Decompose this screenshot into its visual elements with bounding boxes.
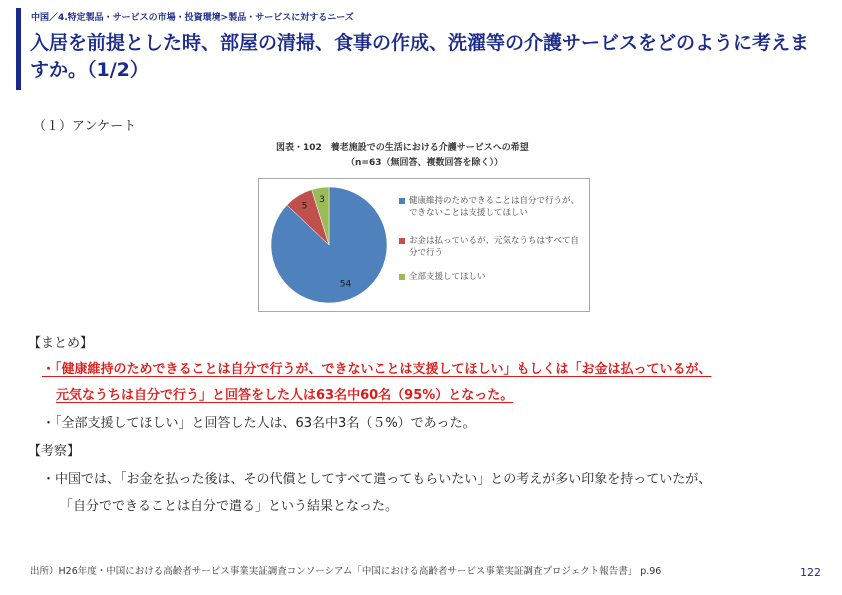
summary-highlight (42, 357, 832, 409)
summary-highlight-line-2: 元気なうちは自分で行う」と回答をした人は63名中60名（95%）となった。 (56, 388, 514, 403)
legend-item-2 (399, 235, 581, 259)
chart-frame (258, 178, 590, 312)
legend-swatch-1 (399, 198, 405, 204)
pie-slice-label-1: 54 (339, 279, 352, 290)
pie-slice-label-2: 5 (301, 201, 308, 212)
discussion-line-2: 「自分でできることは自分で遣る」という結果となった。 (60, 499, 399, 514)
chart-subtitle: （n=63（無回答、複数回答を除く）） (346, 158, 503, 168)
discussion-line-1: ・中国では、「お金を払った後は、その代償としてすべて遣ってもらいたい」との考えが多い印象を持っていたが、 (42, 472, 712, 487)
pie-chart-figure (258, 135, 598, 315)
discussion-heading: 【考察】 (28, 444, 81, 459)
legend-swatch-3 (399, 274, 405, 280)
header-accent-bar (16, 8, 21, 90)
legend-label-3: 全部支援してほしい (409, 272, 486, 282)
legend-label-2: お金は払っているが、元気なうちはすべて自分で行う (409, 236, 579, 258)
summary-bullet-2: ・「全部支援してほしい」と回答した人は、63名中3名（５%）であった。 (42, 416, 476, 431)
summary-highlight-line-1: ・「健康維持のためできることは自分で行うが、できないことは支援してほしい」もしくは「お金は払っているが、 (42, 362, 712, 377)
page-title: 入居を前提とした時、部屋の清掃、食事の作成、洗濯等の介護サービスをどのように考えますか。（1/2） (30, 32, 810, 81)
pie-slice-label-3: 3 (319, 195, 325, 206)
legend-item-3 (399, 271, 581, 283)
legend-label-1: 健康維持のためできることは自分で行うが、できないことは支援してほしい (409, 196, 580, 218)
section-heading-survey: （１）アンケート (33, 119, 137, 134)
breadcrumb: 中国／4.特定製品・サービスの市場・投資環境>製品・サービスに対するニーズ (31, 13, 354, 23)
legend-swatch-2 (399, 238, 405, 244)
chart-title: 図表・102 養老施設での生活における介護サービスへの希望 (276, 143, 529, 153)
legend-item-1 (399, 195, 581, 219)
pie-chart (259, 179, 399, 313)
page-number: 122 (800, 566, 821, 579)
summary-heading: 【まとめ】 (28, 336, 94, 351)
source-citation: 出所）H26年度・中国における高齢者サービス事業実証調査コンソーシアム「中国における高齢者サービス事業実証調査プロジェクト報告書」 p.96 (30, 566, 662, 577)
